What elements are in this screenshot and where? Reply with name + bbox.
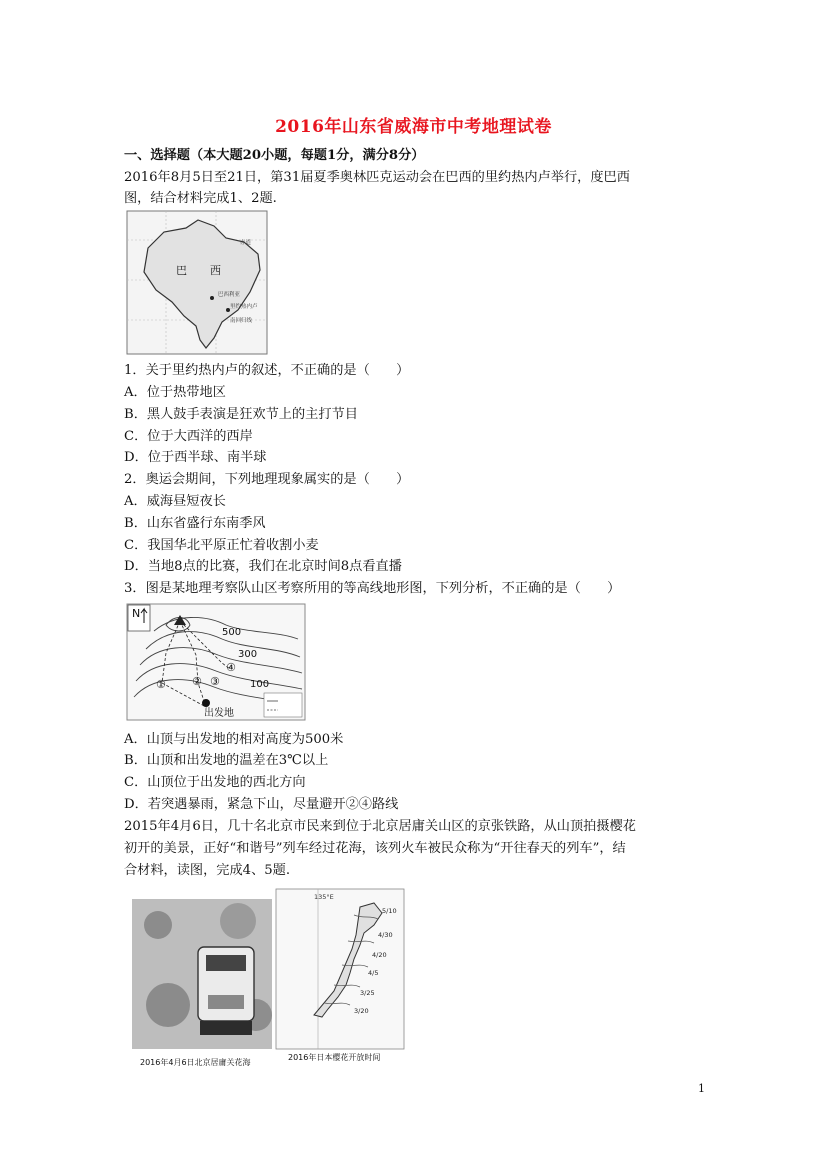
q3-option-a: A．山顶与出发地的相对高度为500米 <box>124 732 344 747</box>
legend-brasilia: 巴西利亚 <box>218 292 241 298</box>
elevation-500: 500 <box>222 627 242 638</box>
q1-option-c: C．位于大西洋的西岸 <box>124 429 253 444</box>
date-4-20: 4/20 <box>372 951 387 959</box>
route-2: ② <box>192 675 202 688</box>
map-label-ba: 巴 <box>176 264 187 277</box>
elevation-300: 300 <box>238 649 258 660</box>
q2-option-c: C．我国华北平原正忙着收割小麦 <box>124 538 319 553</box>
q2-option-b: B．山东省盛行东南季风 <box>124 516 266 531</box>
brasilia-marker <box>210 296 214 300</box>
elevation-100: 100 <box>250 679 270 690</box>
train-photo <box>132 899 272 1049</box>
intro-2-line-3: 合材料，读图，完成4、5题. <box>124 863 291 878</box>
q3-option-b: B．山顶和出发地的温差在3℃以上 <box>124 753 329 768</box>
date-5-10: 5/10 <box>382 907 397 915</box>
route-4: ④ <box>226 661 236 674</box>
intro-2-line-2: 初开的美景，正好“和谐号”列车经过花海，该列火车被民众称为“开往春天的列车”，结 <box>124 841 626 856</box>
route-3: ③ <box>210 675 220 688</box>
north-label: N <box>132 607 141 620</box>
q3-stem: 3．图是某地理考察队山区考察所用的等高线地形图，下列分析，不正确的是（ ） <box>124 581 621 596</box>
q3-option-d: D．若突遇暴雨，紧急下山，尽量避开②④路线 <box>124 797 399 812</box>
train-photo-and-japan-map <box>128 885 408 1071</box>
contour-legend <box>264 693 302 717</box>
legend-rio: 里约热内卢 <box>230 304 258 310</box>
date-3-25: 3/25 <box>360 989 375 997</box>
date-4-5: 4/5 <box>368 969 379 977</box>
map-caption: 2016年日本樱花开放时间 <box>288 1053 381 1062</box>
date-4-30: 4/30 <box>378 931 393 939</box>
meridian-label: 135°E <box>314 893 334 901</box>
start-point-marker <box>202 699 210 707</box>
legend-equator: 赤道 <box>240 240 252 246</box>
date-3-20: 3/20 <box>354 1007 369 1015</box>
q2-option-a: A．威海昼短夜长 <box>124 494 226 509</box>
q2-option-d: D．当地8点的比赛，我们在北京时间8点看直播 <box>124 559 402 574</box>
page-title: 2016年山东省威海市中考地理试卷 <box>275 117 552 137</box>
map-label-xi: 西 <box>210 264 221 277</box>
q2-stem: 2．奥运会期间，下列地理现象属实的是（ ） <box>124 472 410 487</box>
section-heading: 一、选择题（本大题20小题，每题1分，满分8分） <box>124 148 425 163</box>
page-number: 1 <box>698 1082 705 1095</box>
legend-tropic: 南回归线 <box>230 318 253 324</box>
q1-stem: 1．关于里约热内卢的叙述，不正确的是（ ） <box>124 363 410 378</box>
photo-caption: 2016年4月6日北京居庸关花海 <box>140 1058 251 1067</box>
intro-2-line-1: 2015年4月6日，几十名北京市民来到位于北京居庸关山区的京张铁路，从山顶拍摄樱花 <box>124 819 636 834</box>
q1-option-a: A．位于热带地区 <box>124 385 226 400</box>
brazil-map <box>126 210 268 355</box>
route-1: ① <box>156 678 166 691</box>
intro-1-line-2: 图，结合材料完成1、2题. <box>124 191 277 206</box>
contour-map <box>126 603 306 721</box>
japan-map <box>276 889 404 1049</box>
start-label: 出发地 <box>204 708 234 719</box>
q1-option-d: D．位于西半球、南半球 <box>124 450 267 465</box>
q3-option-c: C．山顶位于出发地的西北方向 <box>124 775 306 790</box>
q1-option-b: B．黑人鼓手表演是狂欢节上的主打节目 <box>124 407 358 422</box>
intro-1-line-1: 2016年8月5日至21日，第31届夏季奥林匹克运动会在巴西的里约热内卢举行，度巴西 <box>124 170 630 185</box>
